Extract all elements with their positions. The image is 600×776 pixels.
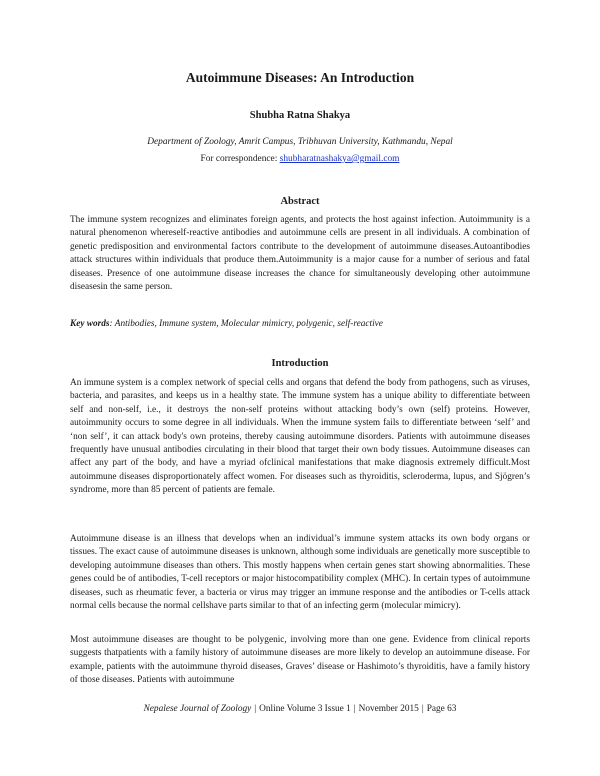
correspondence-email-link[interactable]: shubharatnashakya@gmail.com: [279, 154, 400, 164]
footer-date: November 2015: [358, 704, 419, 714]
abstract-heading: Abstract: [280, 196, 320, 207]
correspondence-line: [0, 154, 600, 164]
keywords-label: Key words: [70, 319, 110, 329]
footer-volume: Online Volume 3 Issue 1: [259, 704, 351, 714]
footer-page-number: Page 63: [426, 704, 457, 714]
intro-paragraph-3: Most autoimmune diseases are thought to be polygenic, involving more than one gene. Evidence from clinical reports suggests thatpatients with a family history of autoimmune diseases are more likely to develop an autoimmune disease. For example, patients with the autoimmune thyroid diseases, Graves’ disease or Hashimoto’s thyroiditis, have a family history of those diseases. Patients with autoimmune: [70, 635, 530, 686]
footer-separator: |: [254, 704, 257, 714]
intro-paragraph-1: An immune system is a complex network of special cells and organs that defend the body from pathogens, such as viruses, bacteria, and parasites, and keeps us in a healthy state. The immune system has a unique ability to differentiate between self and non-self, i.e., it destroys the non-self proteins without attacking body’s own (self) proteins. However, autoimmunity occurs to some degree in all individuals. When the immune system fails to differentiate between ‘self’ and ‘non self’, it can attack body's own proteins, thereby causing autoimmune disorders. Patients with autoimmune diseases frequently have unusual antibodies circulating in their blood that target their own body tissues. Autoimmune diseases can affect any part of the body, and have a myriad ofclinical manifestations that make diagnosis extremely difficult.Most autoimmune diseases disproportionately affect women. For diseases such as thyroiditis, scleroderma, lupus, and Sjögren’s syndrome, more than 85 percent of patients are female.: [70, 378, 530, 496]
keywords-line: [70, 319, 530, 329]
keywords-text: : Antibodies, Immune system, Molecular mimicry, polygenic, self-reactive: [109, 319, 383, 329]
correspondence-label: For correspondence:: [200, 154, 280, 164]
footer-separator: |: [353, 704, 356, 714]
abstract-text: The immune system recognizes and eliminates foreign agents, and protects the host against infection. Autoimmunity is a natural phenomenon whereself-reactive antibodies and autoimmune cells are present in all individuals. A combination of genetic predisposition and environmental factors contribute to the development of autoimmune diseases.Autoantibodies attack structures within individuals that produce them.Autoimmunity is a major cause for a number of serious and fatal diseases. Presence of one autoimmune disease increases the chance for simultaneously developing other autoimmune diseasesin the same person.: [70, 215, 530, 293]
author-affiliation: Department of Zoology, Amrit Campus, Tribhuvan University, Kathmandu, Nepal: [147, 137, 453, 147]
footer-separator: |: [421, 704, 424, 714]
author-name: Shubha Ratna Shakya: [249, 110, 351, 121]
footer-journal: Nepalese Journal of Zoology: [143, 704, 252, 714]
introduction-heading: Introduction: [271, 358, 329, 369]
paper-title: Autoimmune Diseases: An Introduction: [185, 70, 415, 85]
page-footer: [0, 704, 600, 714]
intro-paragraph-2: Autoimmune disease is an illness that develops when an individual’s immune system attacks its own body organs or tissues. The exact cause of autoimmune diseases is unknown, although some individuals are genetically more susceptible to developing autoimmune diseases than others. This mostly happens when certain genes start showing abnormalities. These genes could be of antibodies, T-cell receptors or major histocompatibility complex (MHC). In certain types of autoimmune diseases, such as rheumatic fever, a bacteria or virus may trigger an immune response and the antibodies or T-cells attack normal cells because the normal cellshave parts similar to that of an infecting germ (molecular mimicry).: [70, 534, 530, 612]
